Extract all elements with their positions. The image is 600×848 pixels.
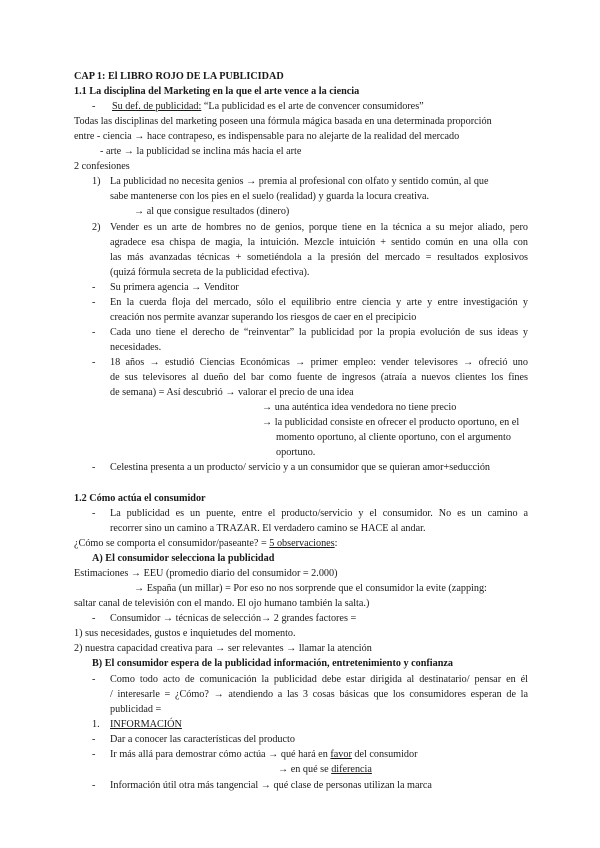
list-item-line: sabe mantenerse con los pies en el suelo (realidad) y guarda la locura creativa. (110, 191, 430, 202)
dash-marker: - (92, 780, 96, 791)
dash-marker: - (92, 101, 96, 112)
bullet-line: 18 años → estudió Ciencias Económicas → primer empleo: vender televisores → ofreció uno (110, 357, 528, 368)
bullet-line: Como todo acto de comunicación la publicidad debe estar dirigida al destinatario/ pensar en él (110, 674, 528, 685)
subheading-b: B) El consumidor espera de la publicidad información, entretenimiento y confianza (92, 658, 453, 669)
question-colon: : (334, 538, 338, 549)
bullet-line: Consumidor → técnicas de selección→ 2 grandes factores = (110, 613, 357, 624)
bullet-line: oportuno. (276, 447, 316, 458)
paragraph-line: Estimaciones → EEU (promedio diario del consumidor = 2.000) (74, 568, 338, 579)
bullet-line: necesidades. (110, 342, 162, 353)
chapter-title: CAP 1: El LIBRO ROJO DE LA PUBLICIDAD (74, 71, 284, 82)
subheading-a: A) El consumidor selecciona la publicidad (92, 553, 275, 564)
dash-marker: - (92, 749, 96, 760)
paragraph-line: → España (un millar) = Por eso no nos sorprende que el consumidor la evite (zapping: (134, 583, 487, 594)
bullet-line: → una auténtica idea vendedora no tiene precio (262, 402, 457, 413)
question-text: ¿Cómo se comporta el consumidor/paseante? = (74, 538, 270, 549)
bullet-line: Celestina presenta a un producto/ servicio y a un consumidor que se quieran amor+seducción (110, 462, 491, 473)
list-item-line: → al que consigue resultados (dinero) (134, 206, 290, 217)
dash-marker: - (92, 462, 96, 473)
bullet-line: Información útil otra más tangencial → qué clase de personas utilizan la marca (110, 780, 432, 791)
bullet-text: Ir más allá para demostrar cómo actúa → qué hará en (110, 749, 331, 760)
bullet-text: del consumidor (351, 749, 418, 760)
list-item-line: agradece esa chispa de magia, la intuición. Mezcle intuición + sentido común en una olla con (110, 237, 528, 248)
list-item-line: Vender es un arte de hombres no de genios, porque tiene en la técnica a su mejor aliado, pero (110, 222, 528, 233)
definition-label: Su def. de publicidad: (111, 101, 202, 112)
bullet-line: publicidad = (110, 704, 162, 715)
paragraph-line: 2) nuestra capacidad creativa para → ser relevantes → llamar la atención (74, 643, 372, 654)
bullet-line: Cada uno tiene el derecho de “reinventar” la publicidad por la propia evolución de sus ideas y (110, 327, 528, 338)
section-2-heading: 1.2 Cómo actúa el consumidor (74, 493, 206, 504)
definition-quote: “La publicidad es el arte de convencer consumidores” (201, 101, 424, 112)
list-item-line: La publicidad no necesita genios → premia al profesional con olfato y sentido común, al que (110, 176, 489, 187)
dash-marker: - (92, 508, 96, 519)
list-number: 1. (92, 719, 100, 730)
dash-marker: - (92, 282, 96, 293)
section-1-heading: 1.1 La disciplina del Marketing en la que el arte vence a la ciencia (74, 86, 360, 97)
paragraph-line: Todas las disciplinas del marketing poseen una fórmula mágica basada en una determinada proporción (74, 116, 492, 127)
dash-marker: - (92, 734, 96, 745)
bullet-line (278, 763, 372, 778)
list-number: 1) (92, 176, 101, 187)
bullet-line: En la cuerda floja del mercado, sólo el equilibrio entre ciencia y arte y entre investigación y (110, 297, 528, 308)
question-line (74, 537, 338, 552)
dash-marker: - (92, 613, 96, 624)
bullet-line: momento oportuno, al cliente oportuno, con el argumento (276, 432, 511, 443)
underlined-word: favor (330, 749, 352, 760)
definition-line (92, 100, 424, 115)
paragraph-line: saltar canal de televisión con el mando. El ojo humano también la salta.) (74, 598, 370, 609)
dash-marker: - (92, 357, 96, 368)
bullet-line: Su primera agencia → Venditor (110, 282, 239, 293)
list-number: 2) (92, 222, 101, 233)
underlined-word: diferencia (331, 764, 372, 775)
informacion-label: INFORMACIÓN (110, 719, 182, 730)
paragraph-line: entre - ciencia → hace contrapeso, es indispensable para no alejarte de la realidad del mercado (74, 131, 460, 142)
bullet-line: Dar a conocer las características del producto (110, 734, 295, 745)
bullet-line: / interesarle = ¿Cómo? → atendiendo a las 3 cosas básicas que los consumidores esperan de la (110, 689, 528, 700)
dash-marker: - (92, 327, 96, 338)
bullet-line: de semana) = Así descubrió → valorar el precio de una idea (110, 387, 354, 398)
bullet-line: creación nos permite avanzar superando los riesgos de caer en el precipicio (110, 312, 417, 323)
bullet-line: recorrer sino un camino a TRAZAR. El verdadero camino se HACE al andar. (110, 523, 426, 534)
observaciones-count: 5 observaciones (269, 538, 335, 549)
dash-marker: - (92, 674, 96, 685)
paragraph-line: - arte → la publicidad se inclina más hacia el arte (100, 146, 302, 157)
list-item-line (110, 266, 309, 281)
bullet-line (110, 748, 418, 763)
confesiones-label: 2 confesiones (74, 161, 130, 172)
bullet-line: de sus televisores al dueño del bar como fuente de ingresos (atraía a nuevos clientes los fines (110, 372, 528, 383)
paragraph-line: 1) sus necesidades, gustos e inquietudes del momento. (74, 628, 296, 639)
list-item-text: (quizá fórmula secreta de la publicidad efectiva). (110, 267, 310, 278)
bullet-text: → en qué se (278, 764, 332, 775)
bullet-line: La publicidad es un puente, entre el producto/servicio y el consumidor. No es un camino a (110, 508, 528, 519)
list-item-line: las más avanzadas técnicas + sometiéndola a la presión del mercado = resultados explosivos (110, 252, 528, 263)
bullet-line: → la publicidad consiste en ofrecer el producto oportuno, en el (262, 417, 520, 428)
dash-marker: - (92, 297, 96, 308)
